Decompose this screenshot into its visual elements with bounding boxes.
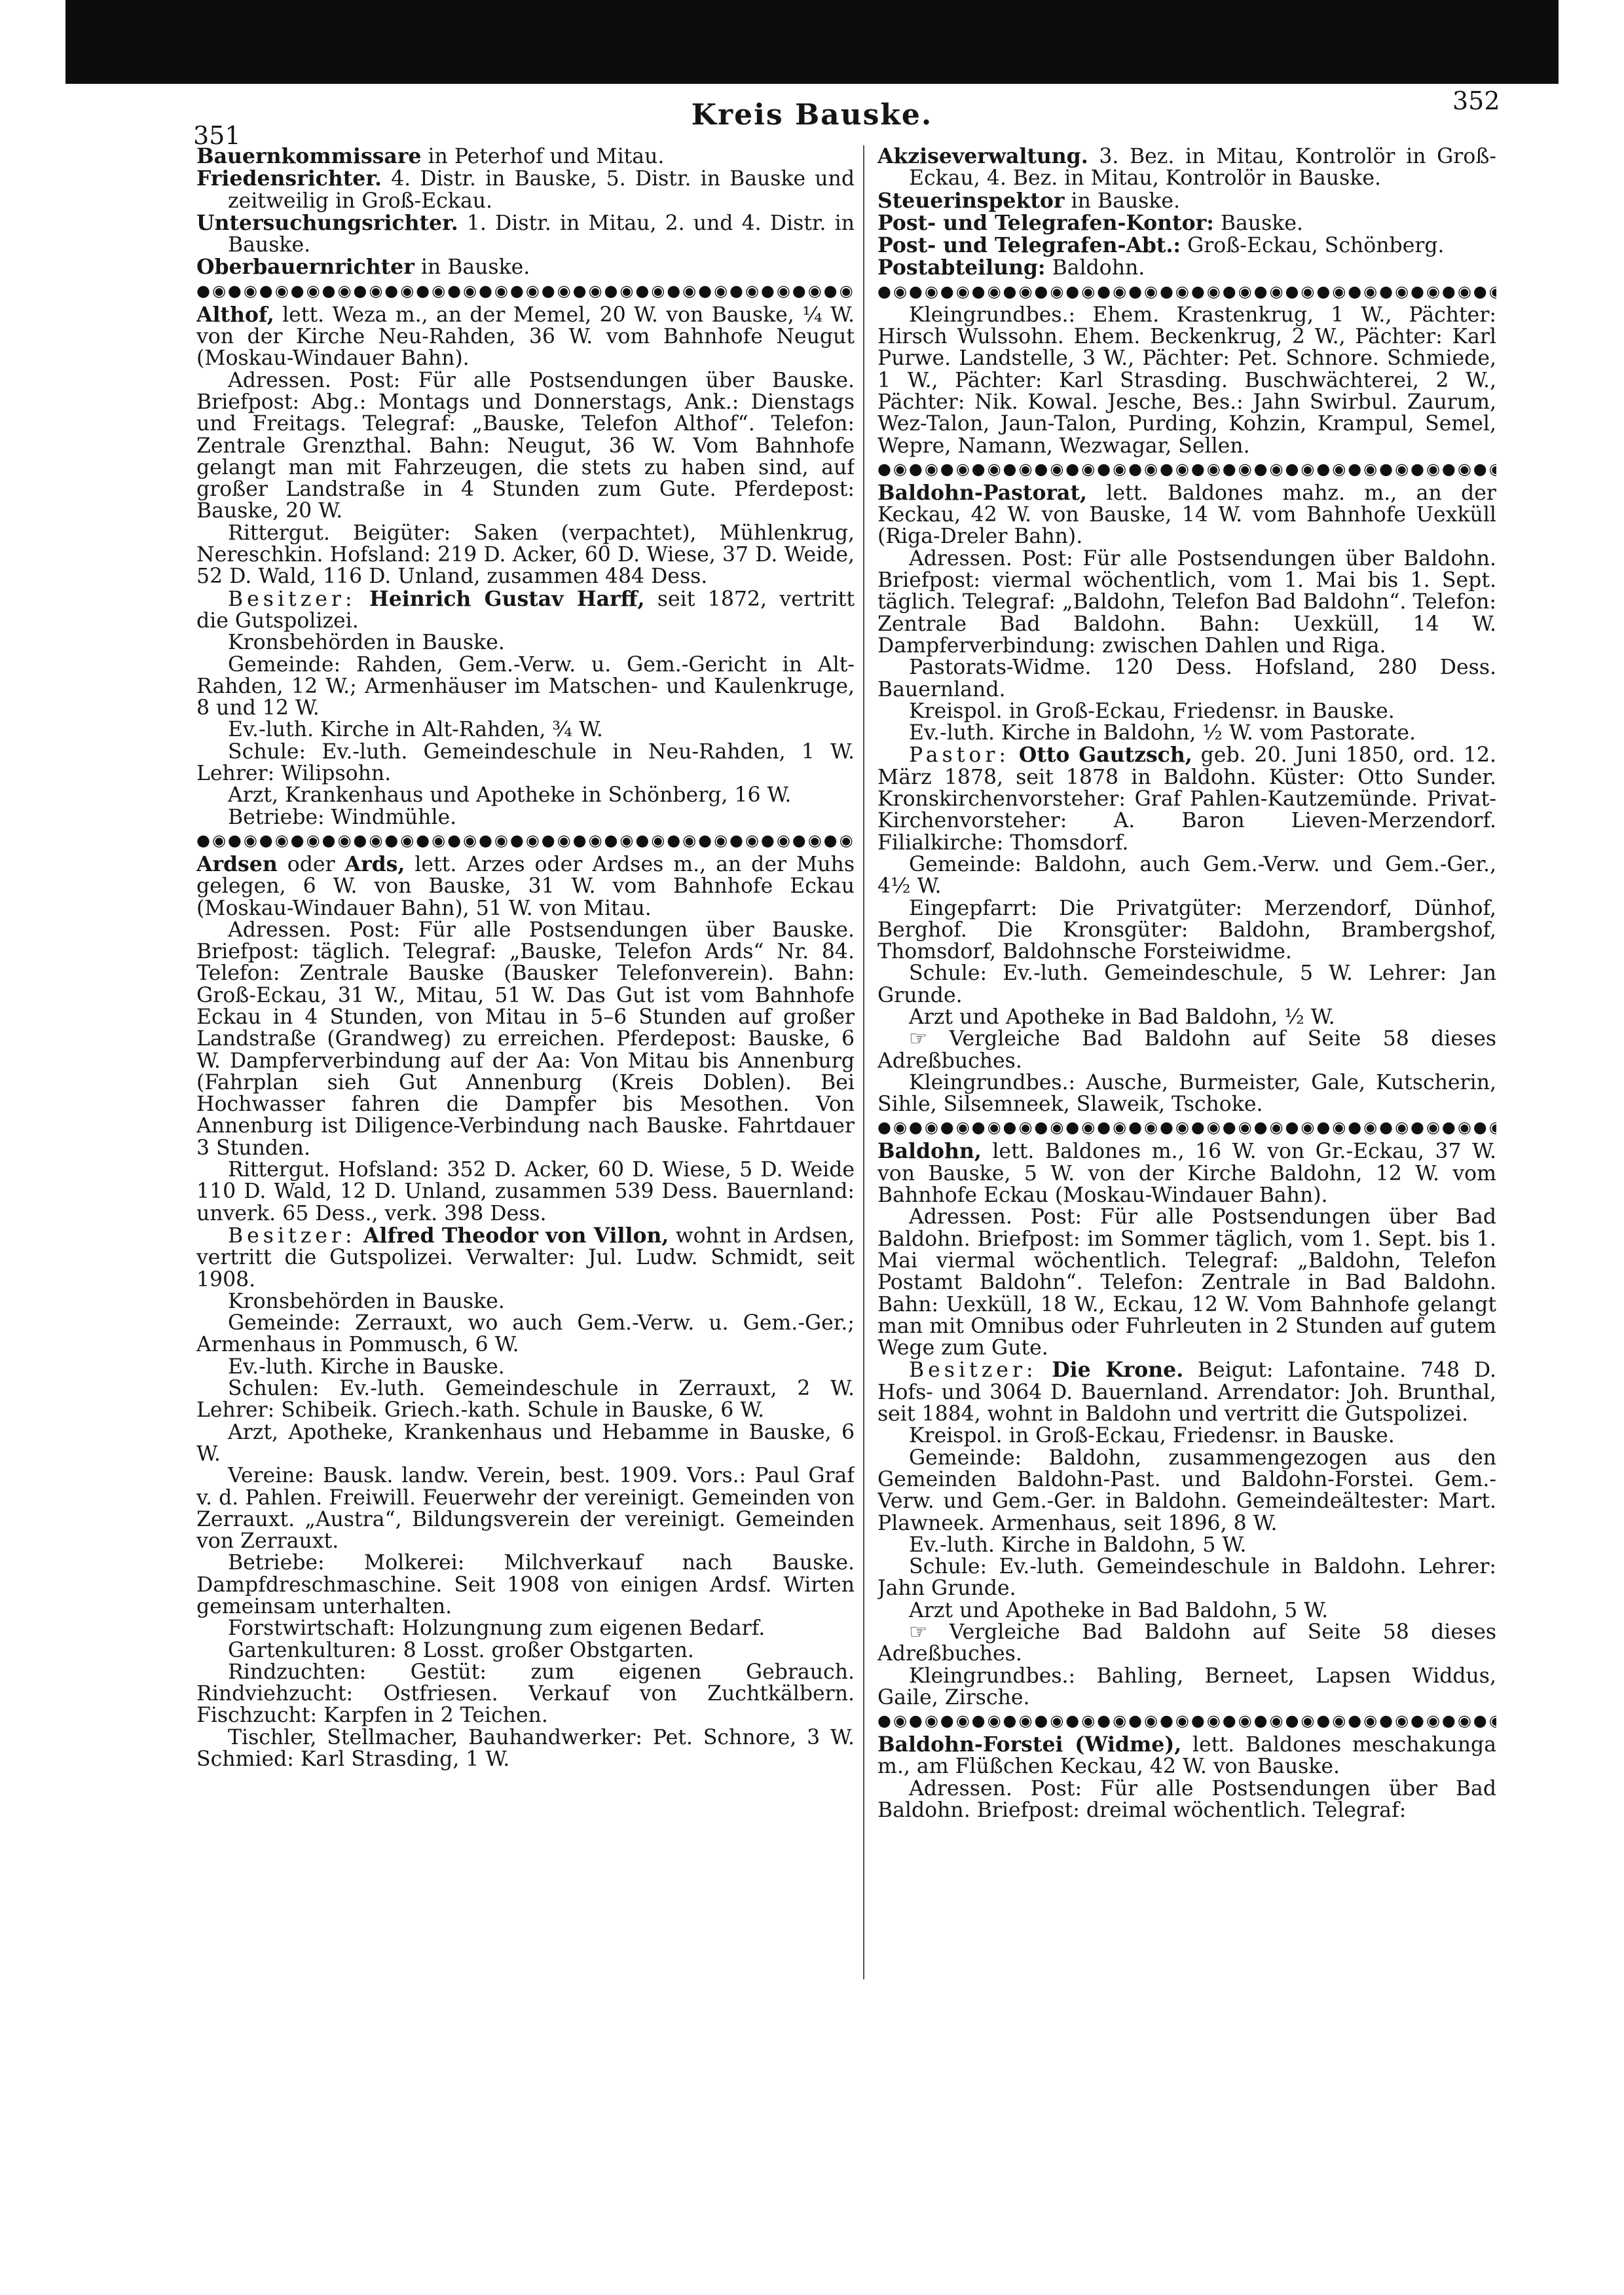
pastorat-adressen: Adressen. Post: Für alle Postsendungen über Baldohn. Briefpost: viermal wöchentlich, vom 1. Mai bis 1. Sept. täglich. Telegraf: „Baldohn, Telefon Bad Baldohn“. Telefon: Zentrale Bad Baldohn. Bahn: Uexküll, 14 W. Dampferverbindung: zwischen Dahlen und Riga. [877,546,1496,658]
ardsen-adressen: Adressen. Post: Für alle Postsendungen über Bauske. Briefpost: täglich. Telegraf: „Bauske, Telefon Ards“ Nr. 84. Telefon: Zentrale Bauske (Bausker Telefonverein). Bahn: Groß-Eckau, 31 W., Mitau, 51 W. Das Gut ist vom Bahnhofe Eckau in 4 Stunden, von Mitau in 5–6 Stunden auf großer Landstraße (Grandweg) zu erreichen. Pferdepost: Bauske, 6 W. Dampferverbindung auf der Aa: Von Mitau bis Annenburg (Fahrplan sieh Gut Annenburg (Kreis Doblen). Bei Hochwasser fahren die Dampfer bis Mesothen. Von Annenburg ist Diligence-Verbindung nach Bauske. Fahrtdauer 3 Stunden. [196,918,855,1160]
ardsen-handwerker: Tischler, Stellmacher, Bauhandwerker: Pet. Schnore, 3 W. Schmied: Karl Strasding, 1 W. [196,1725,855,1772]
ardsen-forstwirtschaft: Forstwirtschaft: Holzungnung zum eigenen Bedarf. [228,1616,766,1641]
pastorat-gemeinde: Gemeinde: Baldohn, auch Gem.-Verw. und Gem.-Ger., 4½ W. [877,852,1496,899]
page-number-left: 351 [193,121,241,150]
baldohn-kirche: Ev.-luth. Kirche in Baldohn, 5 W. [909,1533,1247,1557]
ardsen-arzt: Arzt, Apotheke, Krankenhaus und Hebamme in Bauske, 6 W. [196,1420,855,1466]
ornamental-divider [196,282,855,300]
baldohn-vergleiche: ☞ Vergleiche Bad Baldohn auf Seite 58 dieses Adreßbuches. [877,1620,1496,1666]
althof-rittergut: Rittergut. Beigüter: Saken (verpachtet), Mühlenkrug, Nereschkin. Hofsland: 219 D. Acker, 60 D. Wiese, 37 D. Weide, 52 D. Wald, 116 D. Unland, zusammen 484 Dess. [196,521,855,589]
entry-steuerinspektor: Steuerinspektor in Bauske. [877,188,1181,213]
ardsen-heading: Ardsen oder Ards, lett. Arzes oder Ardses m., an der Muhs gelegen, 6 W. von Bauske, 31 W. vom Bahnhofe Eckau (Moskau-Windauer Bahn), 51 W. von Mitau. [196,851,855,920]
ardsen-gartenkulturen: Gartenkulturen: 8 Losst. großer Obstgarten. [228,1638,694,1662]
baldohn-schule: Schule: Ev.-luth. Gemeindeschule in Baldohn. Lehrer: Jahn Grunde. [877,1555,1496,1601]
althof-kronsbehoerden: Kronsbehörden in Bauske. [228,631,505,655]
althof-adressen: Adressen. Post: Für alle Postsendungen über Bauske. Briefpost: Abg.: Montags und Donnerstags, Ank.: Dienstags und Freitags. Telegraf: „Bauske, Telefon Althof“. Telefon: Zentrale Grenzthal. Bahn: Neugut, 36 W. Vom Bahnhofe gelangt man mit Fahrzeugen, die stets zu haben sind, auf großer Landstraße in 4 Stunden zum Gute. Pferdepost: Bauske, 20 W. [196,368,855,523]
entry-akziseverwaltung: Akziseverwaltung. 3. Bez. in Mitau, Kontrolör in Groß-Eckau, 4. Bez. in Mitau, Kontrolör in Bauske. [877,145,1496,191]
entry-friedensrichter: Friedensrichter. 4. Distr. in Bauske, 5. Distr. in Bauske und zeitweilig in Groß-Eckau. [196,166,855,213]
forstei-heading: Baldohn-Forstei (Widme), lett. Baldones meschakunga m., am Flüßchen Keckau, 42 W. von Bauske. [877,1732,1496,1779]
pastorat-schule: Schule: Ev.-luth. Gemeindeschule, 5 W. Lehrer: Jan Grunde. [877,961,1496,1007]
right-column [877,145,1496,2269]
baldohn-adressen: Adressen. Post: Für alle Postsendungen über Bad Baldohn. Briefpost: im Sommer täglich, vom 1. Sept. bis 1. Mai viermal wöchentlich. Telegraf: „Baldohn, Telefon Postamt Baldohn“. Telefon: Zentrale in Bad Baldohn. Bahn: Uexküll, 18 W., Eckau, 12 W. Vom Bahnhofe gelangt man mit Omnibus oder Fuhrleuten in 2 Stunden auf gutem Wege zum Gute. [877,1205,1496,1360]
pastorat-heading: Baldohn-Pastorat, lett. Baldones mahz. m., an der Keckau, 42 W. von Bauske, 14 W. vom Bahnhofe Uexküll (Riga-Dreler Bahn). [877,480,1496,549]
pastorat-kleingrund: Kleingrundbes.: Ausche, Burmeister, Gale, Kutscherin, Sihle, Silsemneek, Slaweik, Tschoke. [877,1070,1496,1117]
pastorat-pastor: Pastor: Otto Gautzsch, geb. 20. Juni 1850, ord. 12. März 1878, seit 1878 in Baldohn. Küster: Otto Sunder. Kronskirchenvorsteher: Graf Pahlen-Kautzemünde. Privat-Kirchenvorsteher: A. Baron Lieven-Merzendorf. Filialkirche: Thomsdorf. [877,743,1496,855]
pastorat-kreispol: Kreispol. in Groß-Eckau, Friedensr. in Bauske. [909,699,1395,723]
baldohn-heading: Baldohn, lett. Baldones m., 16 W. von Gr.-Eckau, 37 W. von Bauske, 5 W. von der Kirche Baldohn, 12 W. vom Bahnhofe Eckau (Moskau-Windauer Bahn). [877,1139,1496,1208]
baldohn-besitzer: Besitzer: Die Krone. Beigut: Lafontaine. 748 D. Hofs- und 3064 D. Bauernland. Arrendator: Joh. Brunthal, seit 1884, wohnt in Baldohn und vertritt die Gutspolizei. [877,1358,1496,1427]
ornamental-divider [877,460,1496,478]
baldohn-gemeinde: Gemeinde: Baldohn, zusammengezogen aus den Gemeinden Baldohn-Past. und Baldohn-Forstei. Gem.-Verw. und Gem.-Ger. in Baldohn. Gemeindeältester: Mart. Plawneek. Armenhaus, seit 1896, 8 W. [877,1446,1496,1535]
althof-heading: Althof, lett. Weza m., an der Memel, 20 W. von Bauske, ¼ W. von der Kirche Neu-Rahden, 36 W. vom Bahnhofe Neugut (Moskau-Windauer Bahn). [196,302,855,371]
pastorat-arzt: Arzt und Apotheke in Bad Baldohn, ½ W. [909,1005,1335,1029]
ardsen-kirche: Ev.-luth. Kirche in Bauske. [228,1354,505,1379]
ardsen-zuchten: Rindzuchten: Gestüt: zum eigenen Gebrauch. Rindviehzucht: Ostfriesen. Verkauf von Zuchtkälbern. Fischzucht: Karpfen in 2 Teichen. [196,1660,855,1728]
pastorat-eingepfarrt: Eingepfarrt: Die Privatgüter: Merzendorf, Dünhof, Berghof. Die Kronsgüter: Baldohn, Brambergshof, Thomsdorf, Baldohnsche Forsteiwidme. [877,896,1496,964]
ardsen-gemeinde: Gemeinde: Zerrauxt, wo auch Gem.-Verw. u. Gem.-Ger.; Armenhaus in Pommusch, 6 W. [196,1311,855,1357]
ardsen-besitzer: Besitzer: Alfred Theodor von Villon, wohnt in Ardsen, vertritt die Gutspolizei. Verwalter: Jul. Ludw. Schmidt, seit 1908. [196,1223,855,1292]
ardsen-kronsbehoerden: Kronsbehörden in Bauske. [228,1289,505,1313]
baldohn-kreispol: Kreispol. in Groß-Eckau, Friedensr. in Bauske. [909,1424,1395,1448]
ornamental-divider [196,831,855,849]
ardsen-betriebe: Betriebe: Molkerei: Milchverkauf nach Bauske. Dampfdreschmaschine. Seit 1908 von einigen Ardsf. Wirten gemeinsam unterhalten. [196,1551,855,1618]
ornamental-divider [877,1118,1496,1136]
entry-oberbauernrichter: Oberbauernrichter in Bauske. [196,255,530,280]
page-number-right: 352 [1452,86,1500,115]
entry-untersuchungsrichter: Untersuchungsrichter. 1. Distr. in Mitau, 2. und 4. Distr. in Bauske. [196,210,855,257]
pastorat-widme: Pastorats-Widme. 120 Dess. Hofsland, 280 Dess. Bauernland. [877,656,1496,701]
baldohn-kleingrund: Kleingrundbes.: Bahling, Berneet, Lapsen Widdus, Gaile, Zirsche. [877,1664,1496,1709]
ardsen-vereine: Vereine: Bausk. landw. Verein, best. 1909. Vors.: Paul Graf v. d. Pahlen. Freiwill. Feuerwehr der vereinigt. Gemeinden von Zerrauxt. „Austra“, Bildungsverein der vereinigt. Gemeinden von Zerrauxt. [196,1464,855,1554]
page-title: Kreis Bauske. [691,98,933,132]
scan-top-border [65,0,1559,84]
althof-betriebe: Betriebe: Windmühle. [228,805,457,829]
althof-gemeinde: Gemeinde: Rahden, Gem.-Verw. u. Gem.-Gericht in Alt-Rahden, 12 W.; Armenhäuser im Matschen- und Kaulenkruge, 8 und 12 W. [196,652,855,720]
entry-post-abt: Post- und Telegrafen-Abt.: Groß-Eckau, Schönberg. [877,233,1445,258]
althof-schule: Schule: Ev.-luth. Gemeindeschule in Neu-Rahden, 1 W. Lehrer: Wilipsohn. [196,739,855,786]
althof-arzt: Arzt, Krankenhaus und Apotheke in Schönberg, 16 W. [228,783,792,808]
ornamental-divider [877,282,1496,301]
left-column [196,145,855,2269]
ardsen-schulen: Schulen: Ev.-luth. Gemeindeschule in Zerrauxt, 2 W. Lehrer: Schibeik. Griech.-kath. Schule in Bauske, 6 W. [196,1377,855,1423]
kleingrundbesitz: Kleingrundbes.: Ehem. Krastenkrug, 1 W., Pächter: Hirsch Wulssohn. Ehem. Beckenkrug, 2 W., Pächter: Karl Purwe. Landstelle, 3 W., Pächter: Pet. Schnore. Schmiede, 1 W., Pächter: Karl Strasding. Buschwächterei, 2 W., Pächter: Nik. Kowal. Jesche, Bes.: Jahn Swirbul. Zaurum, Wez-Talon, Jaun-Talon, Purding, Kohzin, Krampul, Semel, Wepre, Namann, Wezwagar, Sellen. [877,303,1496,458]
pastorat-vergleiche: ☞ Vergleiche Bad Baldohn auf Seite 58 dieses Adreßbuches. [877,1027,1496,1073]
ornamental-divider [877,1711,1496,1730]
pastorat-kirche: Ev.-luth. Kirche in Baldohn, ½ W. vom Pastorate. [909,721,1416,745]
column-separator [863,145,864,1979]
entry-postabteilung: Postabteilung: Baldohn. [877,255,1145,280]
althof-besitzer: Besitzer: Heinrich Gustav Harff, seit 1872, vertritt die Gutspolizei. [196,586,855,633]
entry-bauernkommissare: Bauernkommissare in Peterhof und Mitau. [196,145,665,168]
entry-post-kontor: Post- und Telegrafen-Kontor: Bauske. [877,210,1303,235]
althof-kirche: Ev.-luth. Kirche in Alt-Rahden, ¾ W. [228,718,603,742]
baldohn-arzt: Arzt und Apotheke in Bad Baldohn, 5 W. [909,1598,1329,1622]
ardsen-rittergut: Rittergut. Hofsland: 352 D. Acker, 60 D. Wiese, 5 D. Weide 110 D. Wald, 12 D. Unland, zusammen 539 Dess. Bauernland: unverk. 65 Dess., verk. 398 Dess. [196,1158,855,1225]
forstei-adressen: Adressen. Post: Für alle Postsendungen über Bad Baldohn. Briefpost: dreimal wöchentlich. Telegraf: [877,1776,1496,1823]
